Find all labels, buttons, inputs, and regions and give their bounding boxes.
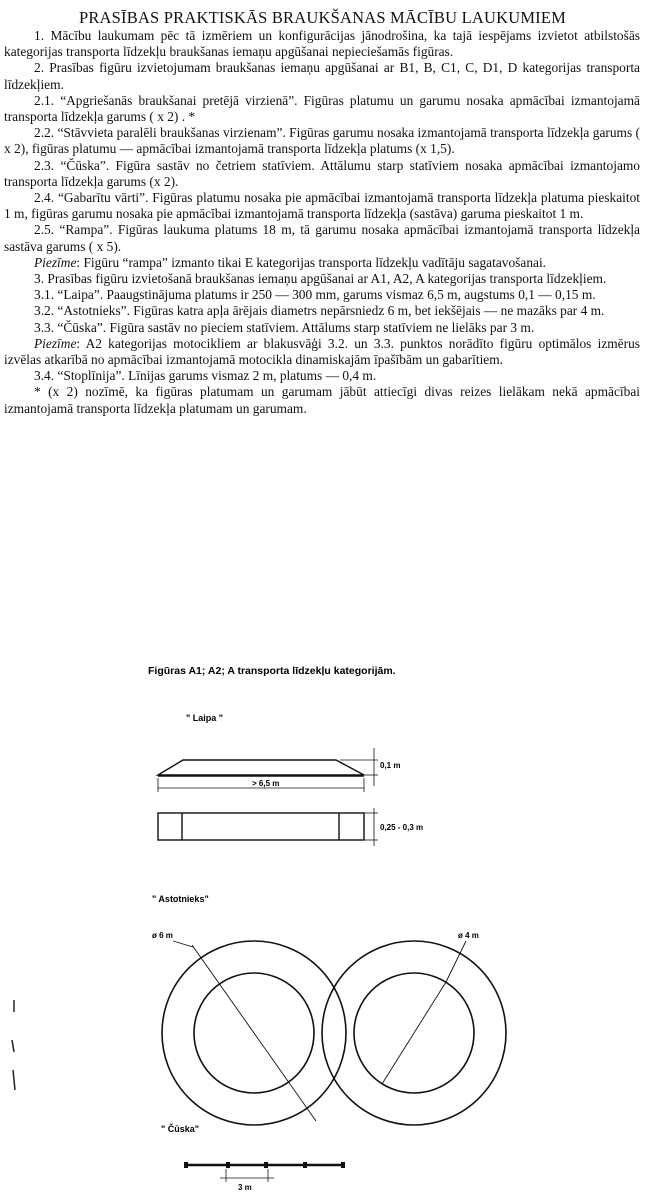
note-text: : A2 kategorijas motocikliem ar blakusvāģi 3.2. un 3.3. punktos norādīto figūru optimālos izmērus izvēlas atkarībā no apmācībai izmantojamā motocikla dinamiskajām īpašībām un gabarītiem. xyxy=(4,335,640,368)
paragraph: 2.4. “Gabarītu vārti”. Figūras platumu nosaka pie apmācībai izmantojamā transporta līdzekļa platuma pieskaitot 1 m, figūras garumu nosaka pie apmācībai izmantojamā transporta līdzekļa (sastāva) garuma pieskaitot 1 m. xyxy=(4,190,640,222)
figure-caption: Figūras A1; A2; A transporta līdzekļu kategorijām. xyxy=(148,665,396,677)
note-paragraph xyxy=(4,255,640,271)
outer-diameter-label: ø 6 m xyxy=(152,931,173,940)
figure-area xyxy=(0,660,645,1198)
paragraph: 2.3. “Čūska”. Figūra sastāv no četriem statīviem. Attālumu starp statīviem nosaka apmācībai izmantojamo transporta līdzekļa garums (x 2). xyxy=(4,157,640,189)
paragraph: 2. Prasības figūru izvietojumam braukšanas iemaņu apgūšanai ar B1, B, C1, C, D1, D kategorijas transporta līdzekļiem. xyxy=(4,60,640,92)
note-paragraph xyxy=(4,336,640,368)
note-lead: Piezīme xyxy=(34,254,77,270)
paragraph: 3. Prasības figūru izvietošanā braukšanas iemaņu apgūšanai ar A1, A2, A kategorijas transporta līdzekļiem. xyxy=(34,271,607,287)
paragraph: 2.2. “Stāvvieta paralēli braukšanas virzienam”. Figūras garumu nosaka izmantojamā transporta līdzekļa garums ( x 2), figūras platumu — apmācībai izmantojamā transporta līdzekļa platums (x 1,5). xyxy=(4,125,640,157)
inner-diameter-line xyxy=(382,982,446,1084)
cuska-spacing-label: 3 m xyxy=(238,1183,252,1192)
laipa-height-label: 0,1 m xyxy=(380,761,401,770)
laipa-top-view xyxy=(158,808,378,846)
cuska-stand xyxy=(226,1162,230,1168)
outer-diameter-line xyxy=(192,945,316,1121)
laipa-label: " Laipa " xyxy=(186,713,224,723)
laipa-ramp-shape xyxy=(158,760,364,775)
note-text: : Figūru “rampa” izmanto tikai E kategorijas transporta līdzekļu vadītāju sagatavošanai. xyxy=(76,254,547,270)
laipa-length-label: > 6,5 m xyxy=(252,779,280,788)
inner-diameter-label: ø 4 m xyxy=(458,931,479,940)
paragraph: * (x 2) nozīmē, ka figūras platumam un garumam jābūt attiecīgi divas reizes lielākam nekā apmācībai izmantojamā transporta līdzekļa platumam un garumam. xyxy=(4,384,640,416)
paragraph: 3.2. “Astotnieks”. Figūras katra apļa ārējais diametrs nepārsniedz 6 m, bet iekšējais — ne mazāks par 4 m. xyxy=(34,303,605,319)
document-body xyxy=(4,28,640,417)
astotnieks-label: " Astotnieks" xyxy=(152,894,209,904)
figure-drawing xyxy=(0,660,645,1198)
astotnieks-figure xyxy=(162,941,506,1125)
outer-diameter-leader xyxy=(173,941,193,947)
cuska-stand xyxy=(264,1162,268,1168)
paragraph: 3.1. “Laipa”. Paaugstinājuma platums ir 250 — 300 mm, garums vismaz 6,5 m, augstums 0,1 — 0,15 m. xyxy=(34,287,596,303)
cuska-stand xyxy=(184,1162,188,1168)
paragraph: 3.3. “Čūska”. Figūra sastāv no pieciem statīviem. Attālums starp statīviem ne lielāks par 3 m. xyxy=(34,319,535,335)
cuska-stand xyxy=(303,1162,307,1168)
paragraph: 2.5. “Rampa”. Figūras laukuma platums 18 m, tā garumu nosaka apmācībai izmantojamā transporta līdzekļa sastāva garums ( x 5). xyxy=(4,222,640,254)
page-title: PRASĪBAS PRAKTISKĀS BRAUKŠANAS MĀCĪBU LAUKUMIEM xyxy=(78,8,567,27)
laipa-top-rect xyxy=(158,813,364,840)
laipa-width-label: 0,25 - 0,3 m xyxy=(380,823,424,832)
paragraph: 3.4. “Stoplīnija”. Līnijas garums vismaz 2 m, platums — 0,4 m. xyxy=(34,368,377,384)
scan-edge-mark xyxy=(12,1000,15,1090)
paragraph: 1. Mācību laukumam pēc tā izmēriem un konfigurācijas jānodrošina, ka tajā iespējams izvietot atbilstošās kategorijas transporta līdzekļu braukšanas iemaņu apgūšanai nepieciešamās figūras. xyxy=(4,28,640,60)
cuska-figure xyxy=(184,1162,345,1182)
note-lead: Piezīme xyxy=(34,335,77,351)
cuska-stand xyxy=(341,1162,345,1168)
paragraph: 2.1. “Apgriešanās braukšanai pretējā virzienā”. Figūras platumu un garumu nosaka apmācībai izmantojamā transporta līdzekļa garums ( x 2) . * xyxy=(4,92,640,125)
cuska-label: " Čūska" xyxy=(161,1124,200,1134)
